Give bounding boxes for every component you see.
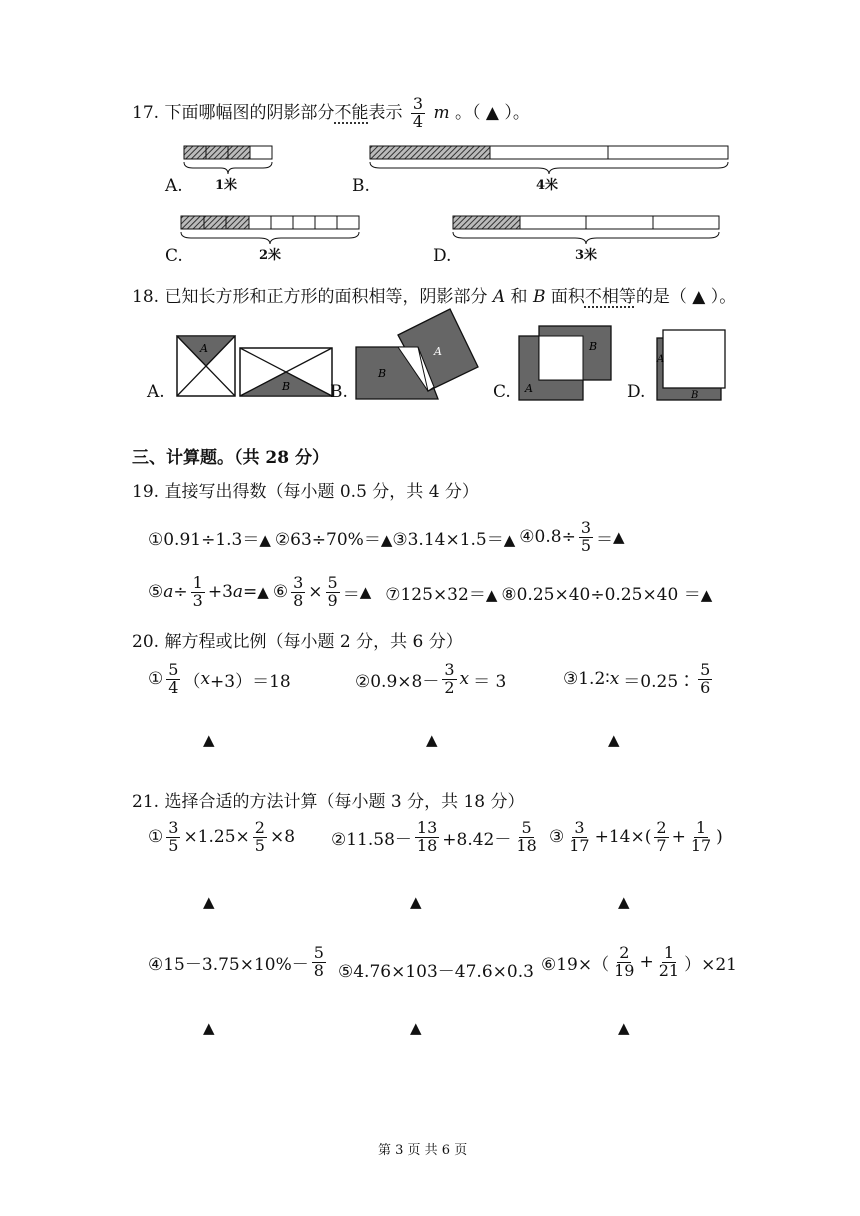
- q18-b-region-b: B: [378, 367, 387, 380]
- q18-c-region-a: A: [525, 382, 533, 395]
- q19-item-6: ⑥ $\frac{3}{8}$ × $\frac{5}{9}$ ＝ ▲: [272, 573, 372, 610]
- q20-answer-3: ▲: [608, 731, 620, 749]
- q18-a-region-b: B: [282, 380, 291, 393]
- q19-row2: [148, 575, 712, 610]
- q19-item-3: ③3.14×1.5＝▲: [392, 529, 516, 550]
- q21-expr-1: ① $\frac{3}{5}$ ×1.25× $\frac{2}{5}$ ×8: [148, 818, 296, 855]
- q18-figure-d: [655, 324, 735, 404]
- q19-row1: [148, 520, 625, 555]
- q21-answer-6: ▲: [618, 1019, 630, 1037]
- q21-expr-5: ⑤4.76×103－47.6×0.3: [338, 962, 534, 982]
- q18-d-region-b: B: [691, 390, 699, 401]
- q17-stem: 17. 下面哪幅图的阴影部分不能表示 $\frac{3}{4}$ m 。（ ▲ ）。: [132, 94, 530, 131]
- q18-stem: 18. 已知长方形和正方形的面积相等，阴影部分 A 和 B 面积不相等的是（ ▲ ）。: [132, 287, 737, 307]
- q19-item-5: ⑤ a ÷ $\frac{1}{3}$ +3 a = ▲: [148, 573, 269, 610]
- q17-fraction: $\frac{3}{4}$: [412, 94, 424, 131]
- q21-answer-2: ▲: [410, 893, 422, 911]
- q20-answer-1: ▲: [203, 731, 215, 749]
- q21-answer-3: ▲: [618, 893, 630, 911]
- q19-item-4: ④0.8÷ $\frac{3}{5}$ ＝ ▲: [519, 518, 625, 555]
- q20-answer-2: ▲: [426, 731, 438, 749]
- q20-eq-2: ②0.9×8－ $\frac{3}{2}$ x ＝ 3: [355, 660, 507, 697]
- q21-expr-4: ④15－3.75×10%－ $\frac{5}{8}$: [148, 943, 324, 980]
- q21-answer-1: ▲: [203, 893, 215, 911]
- q18-b-region-a: A: [434, 345, 442, 358]
- q18-figure-b: [352, 307, 492, 407]
- q20-eq-1: ① $\frac{5}{4}$ （ x +3）＝18: [148, 660, 291, 697]
- q18-c-region-b: B: [589, 340, 598, 353]
- q21-answer-4: ▲: [203, 1019, 215, 1037]
- q19-item-7: ⑦125×32＝▲: [385, 584, 498, 605]
- q18-d-region-a: A: [657, 354, 665, 365]
- q19-title: 19. 直接写出得数（每小题 0.5 分，共 4 分）: [132, 482, 479, 502]
- page-footer: 第 3 页 共 6 页: [378, 1143, 468, 1158]
- q20-eq-3: ③1.2∶ x ＝0.25∶ $\frac{5}{6}$: [563, 660, 711, 697]
- q19-item-1: ①0.91÷1.3＝▲: [148, 529, 271, 550]
- q21-answer-5: ▲: [410, 1019, 422, 1037]
- q21-expr-2: ②11.58－ $\frac{13}{18}$ +8.42－ $\frac{5}{18}$: [331, 818, 537, 855]
- q18-a-region-a: A: [200, 342, 208, 355]
- section3-heading: 三、计算题。（共 28 分）: [132, 448, 329, 468]
- q18-figure-c: [517, 324, 617, 404]
- q19-item-2: ②63÷70%＝▲: [274, 529, 393, 550]
- q21-title: 21. 选择合适的方法计算（每小题 3 分，共 18 分）: [132, 792, 525, 812]
- q21-expr-6: ⑥19×（ $\frac{2}{19}$ + $\frac{1}{21}$ ）×21: [541, 943, 737, 980]
- q18-figure-a: [175, 332, 345, 404]
- q20-title: 20. 解方程或比例（每小题 2 分，共 6 分）: [132, 632, 463, 652]
- q21-expr-3: ③ $\frac{3}{17}$ +14×( $\frac{2}{7}$ + $\frac{1}{17}$ ): [549, 818, 723, 855]
- q19-item-8: ⑧0.25×40÷0.25×40 ＝▲: [501, 584, 713, 605]
